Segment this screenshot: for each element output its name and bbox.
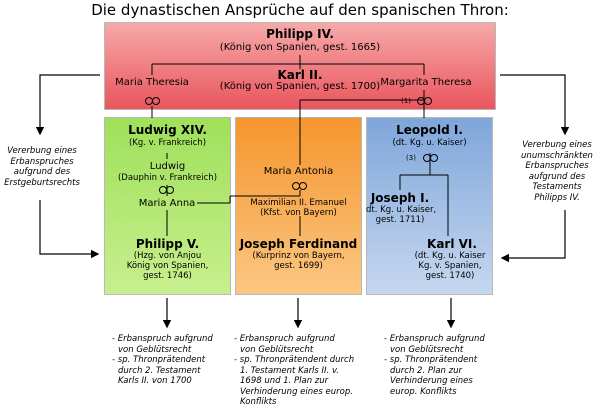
- joseph-ferdinand-desc-1: (Kurprinz von Bayern,: [252, 251, 345, 261]
- bottom-note-philipp: - Erbanspruch aufgrund von Geblütsrecht - sp. Thronprätendent durch 2. Testament Karls II. von 1700: [112, 334, 213, 386]
- max-emanuel-name: Maximilian II. Emanuel: [250, 198, 347, 208]
- marker-3: (3): [406, 154, 416, 162]
- leopold1-desc: (dt. Kg. u. Kaiser): [392, 138, 467, 148]
- philipp4-desc: (König von Spanien, gest. 1665): [219, 42, 381, 53]
- karl2-name: Karl II.: [277, 68, 323, 82]
- joseph1-desc-1: dt. Kg. u. Kaiser,: [366, 205, 437, 215]
- ludwig14-desc: (Kg. v. Frankreich): [128, 138, 207, 148]
- joseph-ferdinand-name: Joseph Ferdinand: [239, 237, 358, 251]
- marker-1: (1): [401, 97, 411, 105]
- bottom-note-joseph-ferdinand: - Erbanspruch aufgrund von Geblütsrecht - sp. Thronprätendent durch 1. Testament Karls II. v. 1698 und 1. Plan zur Verhinderung eines europ. Konflikts: [234, 334, 355, 407]
- joseph-ferdinand-desc-2: gest. 1699): [274, 261, 323, 271]
- karl6-desc-2: Kg. v. Spanien,: [418, 261, 482, 271]
- margarita-theresa: Margarita Theresa: [380, 77, 472, 88]
- max-emanuel-desc: (Kfst. von Bayern): [260, 208, 337, 218]
- ludwig-name: Ludwig: [149, 161, 186, 172]
- page-title: Die dynastischen Ansprüche auf den spanischen Thron:: [91, 1, 509, 19]
- ludwig-desc: (Dauphin v. Frankreich): [117, 173, 218, 183]
- bottom-note-karl6: - Erbanspruch aufgrund von Geblütsrecht - sp. Thronprätendent durch 2. Plan zur Verhinderung eines europ. Konflikts: [384, 334, 485, 397]
- karl6-desc-1: (dt. Kg. u. Kaiser: [414, 251, 486, 261]
- joseph1-name: Joseph I.: [370, 191, 430, 205]
- ludwig14-name: Ludwig XIV.: [128, 123, 207, 137]
- joseph1-desc-2: gest. 1711): [375, 215, 425, 225]
- karl6-name: Karl VI.: [427, 237, 477, 251]
- right-note: Vererbung eines unumschränkten Erbanspruches aufgrund des Testaments Philipps IV.: [521, 140, 593, 203]
- philipp5-desc-1: (Hzg. von Anjou: [133, 251, 202, 261]
- philipp5-desc-3: gest. 1746): [143, 271, 192, 281]
- philipp5-desc-2: König von Spanien,: [126, 261, 209, 271]
- maria-antonia: Maria Antonia: [263, 166, 334, 177]
- karl2-desc: (König von Spanien, gest. 1700): [219, 81, 381, 92]
- karl6-desc-3: gest. 1740): [425, 271, 475, 281]
- maria-theresia: Maria Theresia: [115, 77, 189, 88]
- left-note: Vererbung eines Erbanspruches aufgrund des Erstgeburtsrechts: [4, 146, 80, 188]
- philipp5-name: Philipp V.: [135, 237, 200, 251]
- maria-anna: Maria Anna: [138, 198, 196, 209]
- leopold1-name: Leopold I.: [396, 123, 463, 137]
- philipp4-name: Philipp IV.: [266, 27, 334, 41]
